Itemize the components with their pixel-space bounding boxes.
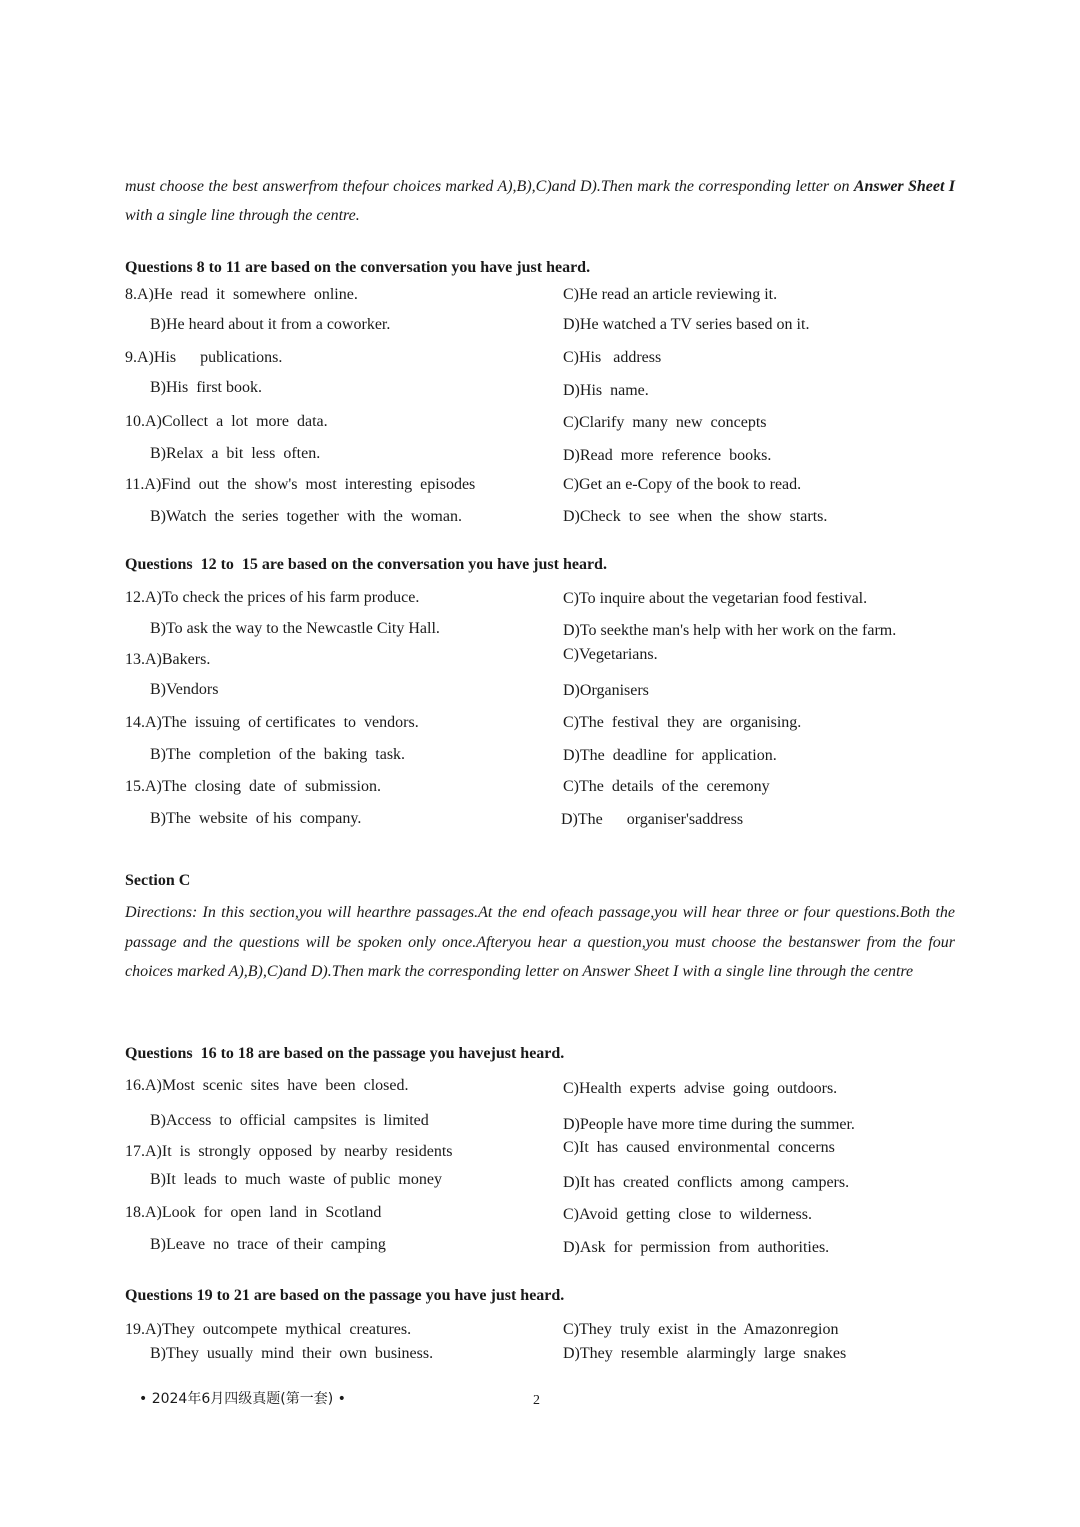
option-13b: B)Vendors [150,681,219,698]
directions-text-end: with a single line through the centre. [125,207,360,224]
option-13a: 13.A)Bakers. [125,651,211,668]
option-12b: B)To ask the way to the Newcastle City Hall. [150,620,440,637]
option-16c: C)Health experts advise going outdoors. [563,1080,838,1097]
option-17c: C)It has caused environmental concerns [563,1139,835,1156]
section-b-directions-tail [125,172,955,230]
option-14c: C)The festival they are organising. [563,714,802,731]
option-10d: D)Read more reference books. [563,447,772,464]
option-18b: B)Leave no trace of their camping [150,1236,386,1253]
option-8a: 8.A)He read it somewhere online. [125,286,358,303]
option-11c: C)Get an e-Copy of the book to read. [563,476,802,493]
option-11b: B)Watch the series together with the woman. [150,508,462,525]
option-18c: C)Avoid getting close to wilderness. [563,1206,812,1223]
directions-text: must choose the best answerfrom thefour choices marked A),B),C)and D).Then mark the corresponding letter on [125,178,854,195]
option-14d: D)The deadline for application. [563,747,777,764]
option-13c: C)Vegetarians. [563,646,658,663]
question-group-heading: Questions 19 to 21 are based on the passage you have just heard. [125,1287,565,1304]
option-9b: B)His first book. [150,379,262,396]
option-15c: C)The details of the ceremony [563,778,770,795]
option-13d: D)Organisers [563,682,649,699]
option-11a: 11.A)Find out the show's most interesting episodes [125,476,476,493]
option-11d: D)Check to see when the show starts. [563,508,828,525]
option-10b: B)Relax a bit less often. [150,445,321,462]
option-19d: D)They resemble alarmingly large snakes [563,1345,847,1362]
option-9a: 9.A)His publications. [125,349,283,366]
option-16b: B)Access to official campsites is limited [150,1112,429,1129]
option-8b: B)He heard about it from a coworker. [150,316,391,333]
question-group-heading: Questions 12 to 15 are based on the conversation you have just heard. [125,556,607,573]
option-8c: C)He read an article reviewing it. [563,286,778,303]
option-19a: 19.A)They outcompete mythical creatures. [125,1321,412,1338]
option-19c: C)They truly exist in the Amazonregion [563,1321,839,1338]
option-9c: C)His address [563,349,662,366]
option-10a: 10.A)Collect a lot more data. [125,413,328,430]
option-17a: 17.A)It is strongly opposed by nearby residents [125,1143,453,1160]
question-group-heading: Questions 16 to 18 are based on the passage you havejust heard. [125,1045,565,1062]
option-12d: D)To seekthe man's help with her work on the farm. [563,622,897,639]
option-14a: 14.A)The issuing of certificates to vendors. [125,714,419,731]
option-10c: C)Clarify many new concepts [563,414,767,431]
option-19b: B)They usually mind their own business. [150,1345,434,1362]
option-12c: C)To inquire about the vegetarian food festival. [563,590,868,607]
option-18d: D)Ask for permission from authorities. [563,1239,830,1256]
option-12a: 12.A)To check the prices of his farm produce. [125,589,420,606]
option-18a: 18.A)Look for open land in Scotland [125,1204,382,1221]
question-group-heading: Questions 8 to 11 are based on the conversation you have just heard. [125,259,591,276]
option-16a: 16.A)Most scenic sites have been closed. [125,1077,409,1094]
option-14b: B)The completion of the baking task. [150,746,406,763]
option-15d: D)The organiser'saddress [561,811,744,828]
option-17d: D)It has created conflicts among campers. [563,1174,850,1191]
option-15b: B)The website of his company. [150,810,362,827]
option-17b: B)It leads to much waste of public money [150,1171,442,1188]
answer-sheet-label: Answer Sheet I [853,178,955,195]
page-number: 2 [533,1393,540,1408]
section-c-directions: Directions: In this section,you will hearthre passages.At the end ofeach passage,you will hear three or four questions.Both the passage and the questions will be spoken only once.Afteryou hear a question,you must choose the bestanswer from the four choices marked A),B),C)and D).Then mark the corresponding letter on Answer Sheet I with a single line through the centre [125,904,955,980]
footer-label: • 2024年6月四级真题(第一套) • [139,1391,346,1407]
option-16d: D)People have more time during the summer. [563,1116,855,1133]
section-c-title: Section C [125,872,191,889]
option-9d: D)His name. [563,382,649,399]
option-8d: D)He watched a TV series based on it. [563,316,810,333]
option-15a: 15.A)The closing date of submission. [125,778,381,795]
